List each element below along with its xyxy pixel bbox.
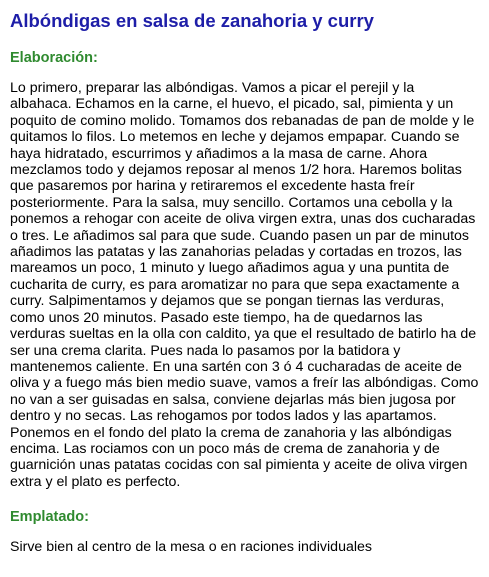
preparation-section — [10, 49, 479, 490]
preparation-text: Lo primero, preparar las albóndigas. Vamos a picar el perejil y la albahaca. Echamos en la carne, el huevo, el picado, sal, pimienta y un poquito de comino molido. Tomamos dos rebanadas de pan de molde y le quitamos lo filos. Lo metemos en leche y dejamos empapar. Cuando se haya hidratado, escurrimos y añadimos a la masa de carne. Ahora mezclamos todo y dejamos reposar al menos 1/2 hora. Haremos bolitas que pasaremos por harina y retiraremos el excedente hasta freír posteriormente. Para la salsa, muy sencillo. Cortamos una cebolla y la ponemos a rehogar con aceite de oliva virgen extra, unas dos cucharadas o tres. Le añadimos sal para que sude. Cuando pasen un par de minutos añadimos las patatas y las zanahorias peladas y cortadas en trozos, las mareamos un poco, 1 minuto y luego añadimos agua y una puntita de cucharita de curry, es para aromatizar no para que sepa exactamente a curry. Salpimentamos y dejamos que se pongan tiernas las verduras, como unos 20 minutos. Pasado este tiempo, ha de quedarnos las verduras sueltas en la olla con caldito, ya que el resultado de batirlo ha de ser una crema clarita. Pues nada lo pasamos por la batidora y mantenemos caliente. En una sartén con 3 ó 4 cucharadas de aceite de oliva y a fuego más bien medio suave, vamos a freír las albóndigas. Como no van a ser guisadas en salsa, conviene dejarlas más bien jugosa por dentro y no secas. Las rehogamos por todos lados y las apartamos. Ponemos en el fondo del plato la crema de zanahoria y las albóndigas encima. Las rociamos con un poco más de crema de zanahoria y de guarnición unas patatas cocidas con sal pimienta y aceite de oliva virgen extra y el plato es perfecto. — [10, 80, 479, 490]
plating-section — [10, 508, 479, 555]
preparation-heading: Elaboración: — [10, 50, 98, 66]
recipe-title: Albóndigas en salsa de zanahoria y curry — [10, 10, 374, 31]
plating-heading: Emplatado: — [10, 509, 89, 526]
plating-text: Sirve bien al centro de la mesa o en raciones individuales — [10, 539, 372, 556]
